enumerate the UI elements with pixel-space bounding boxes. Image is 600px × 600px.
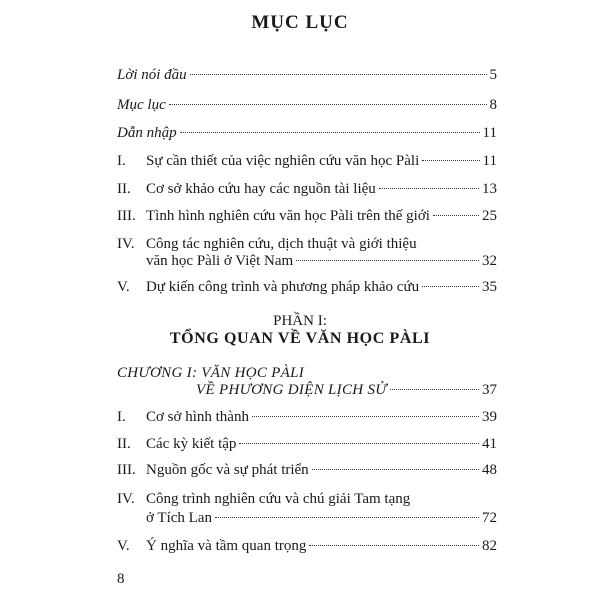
toc-entry-page: 48	[482, 462, 497, 478]
toc-entry-title-cont: văn học Pàli ở Việt Nam	[146, 253, 294, 269]
dot-leader	[422, 286, 479, 287]
toc-entry-page: 32	[482, 253, 497, 269]
toc-entry-page: 13	[482, 181, 497, 197]
toc-entry-title: Lời nói đầu	[117, 67, 187, 83]
toc-entry-title: Cơ sở khảo cứu hay các nguồn tài liệu	[146, 181, 376, 197]
dot-leader	[180, 132, 480, 133]
dot-leader	[312, 469, 479, 470]
toc-entry-page: 11	[482, 125, 497, 141]
dot-leader	[252, 416, 479, 417]
toc-entry-number: I.	[117, 409, 126, 425]
toc-entry-title: Dẫn nhập	[117, 125, 177, 141]
dot-leader	[215, 517, 479, 518]
dot-leader	[309, 545, 479, 546]
toc-entry-number: III.	[117, 208, 136, 224]
toc-entry-title: Mục lục	[117, 97, 166, 113]
dot-leader	[296, 260, 479, 261]
toc-entry-number: II.	[117, 436, 131, 452]
toc-entry-page: 5	[489, 67, 497, 83]
dot-leader	[379, 188, 479, 189]
toc-entry-page: 72	[482, 510, 497, 526]
toc-entry-title: Dự kiến công trình và phương pháp khảo cứu	[146, 279, 420, 295]
chapter-title: CHƯƠNG I: VĂN HỌC PÀLI	[117, 365, 305, 381]
toc-entry-page: 8	[489, 97, 497, 113]
toc-entry-number: I.	[117, 153, 126, 169]
dot-leader	[390, 389, 479, 390]
chapter-subtitle: VỀ PHƯƠNG DIỆN LỊCH SỬ	[196, 382, 387, 398]
dot-leader	[169, 104, 487, 105]
dot-leader	[190, 74, 487, 75]
toc-entry-page: 41	[482, 436, 497, 452]
toc-entry-page: 25	[482, 208, 497, 224]
toc-entry-title-cont: ở Tích Lan	[146, 510, 212, 526]
toc-entry-number: IV.	[117, 236, 135, 252]
toc-entry-title: Công tác nghiên cứu, dịch thuật và giới thiệu	[146, 236, 417, 252]
toc-entry-number: V.	[117, 279, 130, 295]
toc-entry-page: 82	[482, 538, 497, 554]
toc-entry-title: Cơ sở hình thành	[146, 409, 249, 425]
toc-entry-title: Nguồn gốc và sự phát triển	[146, 462, 309, 478]
toc-entry-page: 11	[482, 153, 497, 169]
toc-entry-number: V.	[117, 538, 130, 554]
toc-entry-number: II.	[117, 181, 131, 197]
toc-entry-title: Công trình nghiên cứu và chú giải Tam tạng	[146, 491, 411, 507]
dot-leader	[422, 160, 479, 161]
toc-entry-page: 37	[482, 382, 497, 398]
toc-entry-number: IV.	[117, 491, 135, 507]
toc-entry-title: Các kỳ kiết tập	[146, 436, 237, 452]
dot-leader	[433, 215, 479, 216]
toc-entry-title: Sự cần thiết của việc nghiên cứu văn học Pàli	[146, 153, 420, 169]
dot-leader	[239, 443, 479, 444]
toc-entry-number: III.	[117, 462, 136, 478]
toc-entry-page: 35	[482, 279, 497, 295]
toc-entry-title: Tình hình nghiên cứu văn học Pàli trên thế giới	[146, 208, 430, 224]
toc-entry-page: 39	[482, 409, 497, 425]
part-title: TỔNG QUAN VỀ VĂN HỌC PÀLI	[169, 330, 431, 347]
page-title: MỤC LỤC	[251, 12, 349, 33]
page-number: 8	[117, 571, 125, 587]
toc-entry-title: Ý nghĩa và tầm quan trọng	[146, 538, 307, 554]
part-label: PHẦN I:	[273, 313, 327, 329]
